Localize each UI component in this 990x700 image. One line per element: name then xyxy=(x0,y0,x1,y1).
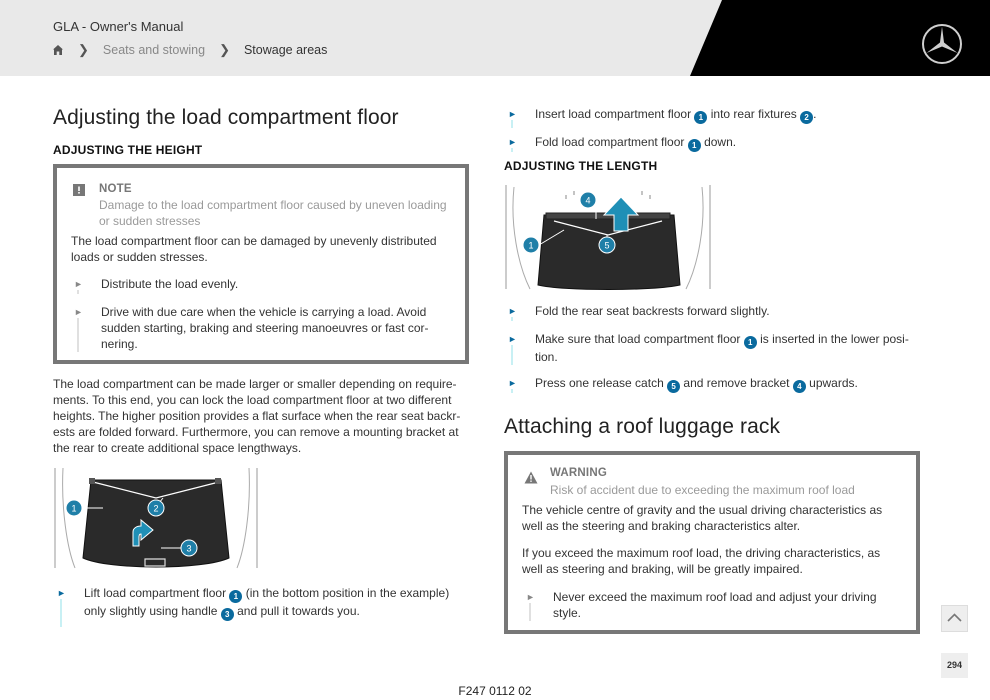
instruction-step: ► Fold load compartment floor 1 down. xyxy=(508,135,737,150)
callout-number: 2 xyxy=(800,111,813,124)
bullet-arrow-icon: ► xyxy=(508,378,517,388)
bullet-arrow-icon: ► xyxy=(74,307,83,317)
instruction-step: ► Lift load compartment floor 1 (in the bottom position in the example) only slightly using handle 3 and pull it towards you. xyxy=(84,585,464,621)
intro-paragraph: The load compartment can be made larger or smaller depending on require-ments. To this end, you can lock the load compartment floor at two different heights. The higher position provides a flat surface when the rear seat backr-ests are folded forward. Furthermore, you can remove a mounting bracket at the rear to create additional space lengthways. xyxy=(53,377,461,455)
callout-number: 1 xyxy=(694,111,707,124)
svg-text:1: 1 xyxy=(71,503,77,514)
section-heading-length: ADJUSTING THE LENGTH xyxy=(504,159,658,173)
bullet-arrow-icon: ► xyxy=(508,334,517,344)
load-floor-length-figure xyxy=(504,185,712,293)
warning-bullet: ► Never exceed the maximum roof load and adjust your driving style. xyxy=(526,590,877,620)
svg-text:1: 1 xyxy=(528,240,534,251)
figure-label-1 xyxy=(523,237,539,253)
note-subtitle: Damage to the load compartment floor caused by uneven loading or sudden stresses xyxy=(99,198,447,228)
figure-label-5 xyxy=(599,237,615,253)
section-title-roof-rack: Attaching a roof luggage rack xyxy=(504,415,781,438)
mercedes-star-logo xyxy=(921,23,963,65)
note-title: NOTE xyxy=(99,183,132,195)
svg-text:2: 2 xyxy=(153,503,159,514)
note-bullet: ► Drive with due care when the vehicle is carrying a load. Avoid sudden starting, braking and steering manoeuvres or fast cor-nering. xyxy=(74,305,429,351)
manual-title: GLA - Owner's Manual xyxy=(53,19,184,34)
callout-number: 3 xyxy=(221,608,234,621)
callout-number: 1 xyxy=(688,139,701,152)
svg-text:3: 3 xyxy=(186,543,192,554)
home-icon[interactable] xyxy=(52,44,64,56)
figure-label-4 xyxy=(580,192,596,208)
figure-label-1 xyxy=(66,500,82,516)
chevron-right-icon: ❯ xyxy=(78,42,89,57)
breadcrumb-item-stowage[interactable]: Stowage areas xyxy=(243,43,328,57)
chevron-right-icon: ❯ xyxy=(219,42,230,57)
note-bullet: ► Distribute the load evenly. xyxy=(101,276,441,292)
note-box xyxy=(53,164,469,364)
load-floor-height-figure xyxy=(53,468,259,576)
warning-text-1: The vehicle centre of gravity and the usual driving characteristics as well as the steering and braking characteristics alter. xyxy=(522,503,883,533)
instruction-step: ► Make sure that load compartment floor 1 is inserted in the lower posi-tion. xyxy=(508,332,909,364)
figure-label-3 xyxy=(181,540,197,556)
bullet-arrow-icon: ► xyxy=(526,592,535,602)
callout-number: 1 xyxy=(229,590,242,603)
page-number: 294 xyxy=(941,653,968,678)
scroll-to-top-button[interactable] xyxy=(941,605,968,632)
svg-text:5: 5 xyxy=(604,240,610,251)
bullet-arrow-icon: ► xyxy=(508,306,517,316)
bullet-arrow-icon: ► xyxy=(57,588,66,598)
page-title: Adjusting the load compartment floor xyxy=(53,106,399,129)
instruction-step: ► Insert load compartment floor 1 into rear fixtures 2 . xyxy=(535,106,915,124)
bullet-arrow-icon: ► xyxy=(508,109,517,119)
callout-number: 1 xyxy=(744,336,757,349)
instruction-step: ► Fold the rear seat backrests forward slightly. xyxy=(535,303,915,319)
info-icon xyxy=(72,183,86,197)
figure-code: F247 0112 02 xyxy=(458,684,532,698)
warning-triangle-icon xyxy=(524,471,538,484)
warning-text-2: If you exceed the maximum roof load, the driving characteristics, as well as steering and braking, will be greatly impaired. xyxy=(522,546,881,576)
bullet-arrow-icon: ► xyxy=(508,137,517,147)
callout-number: 4 xyxy=(793,380,806,393)
note-text: The load compartment floor can be damaged by unevenly distributed loads or sudden stresses. xyxy=(71,234,437,264)
section-heading-height: ADJUSTING THE HEIGHT xyxy=(53,143,203,157)
callout-number: 5 xyxy=(667,380,680,393)
warning-box xyxy=(504,451,920,634)
bullet-arrow-icon: ► xyxy=(74,279,83,289)
chevron-up-icon xyxy=(942,606,967,631)
warning-subtitle: Risk of accident due to exceeding the maximum roof load xyxy=(550,483,855,497)
instruction-step: ► Press one release catch 5 and remove bracket 4 upwards. xyxy=(508,376,858,391)
breadcrumb-item-seats[interactable]: Seats and stowing xyxy=(102,43,206,57)
warning-title: WARNING xyxy=(550,467,607,479)
breadcrumb xyxy=(52,42,327,58)
figure-label-2 xyxy=(148,500,164,516)
svg-text:4: 4 xyxy=(585,195,591,206)
